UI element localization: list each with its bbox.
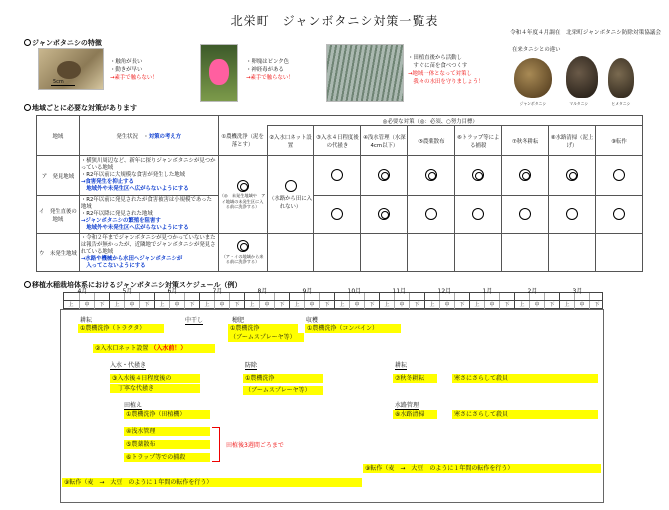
sub-period: 中: [579, 302, 585, 308]
mark: [549, 156, 596, 196]
page-title: 北栄町 ジャンボタニシ対策一覧表: [230, 14, 439, 28]
stage-midseason: 中干し: [185, 317, 204, 324]
egg-photo: [200, 44, 238, 102]
status-b: ・R2年以前に発見されたが食害被害は小規模であった地域 ・R2年以降に発見された地域 →ジャンボタニシの繁殖を阻害す 地域外や未発生区へ広がらないようにする: [79, 196, 218, 234]
month-label: 11月: [392, 288, 407, 295]
stage-planting: 田植え: [124, 402, 143, 409]
region-a: ア 発見地域: [37, 156, 80, 196]
month-label: 8月: [257, 288, 268, 295]
mark: [596, 196, 643, 234]
sub-period: 中: [489, 302, 495, 308]
sub-period: 上: [159, 302, 165, 308]
sub-period: 中: [219, 302, 225, 308]
bar-trap: ⑥トラップ等での捕殺: [124, 453, 210, 462]
mark: [502, 156, 549, 196]
col-status: 発生状況 ・対策の考え方: [79, 116, 218, 156]
bar-autumn-plow: ⑦秋冬耕耘: [393, 374, 437, 383]
region-b: イ 発生直後の地域: [37, 196, 80, 234]
sub-period: 中: [84, 302, 90, 308]
sub-period: 下: [459, 302, 465, 308]
measure-1: ①農機洗浄（泥を落とす）: [218, 126, 267, 156]
sub-period: 中: [174, 302, 180, 308]
bracket: [212, 427, 220, 462]
sub-period: 下: [414, 302, 420, 308]
sub-period: 上: [339, 302, 345, 308]
sub-period: 下: [279, 302, 285, 308]
table-row: [37, 156, 643, 196]
col-region: 地域: [37, 116, 80, 156]
features-heading: ジャンボタニシの特徴: [24, 38, 102, 48]
bar-puddling: ③入水後４日程度後の: [110, 374, 200, 383]
measure-2: ②入水口ネット設置: [267, 126, 314, 156]
feature-1-text: ・触角が長い ・動きが早い →素手で触らない！: [110, 59, 158, 81]
schedule-timeline: [63, 292, 603, 309]
stage-canal: 水路管理: [395, 402, 420, 409]
sub-period: 中: [399, 302, 405, 308]
bar-cold-kill: 寒さにさらして殺貝: [452, 374, 598, 383]
mark: [455, 196, 502, 234]
bar-cold-kill-2: 寒さにさらして殺貝: [452, 410, 598, 419]
legend: ◎必要な対策（◎：必須、○努力目標）: [218, 116, 642, 126]
month-label: 5月: [122, 288, 133, 295]
sub-period: 下: [189, 302, 195, 308]
schedule-heading: 移植水稲栽培体系におけるジャンボタニシ対策スケジュール（例）: [24, 280, 241, 290]
compare-title: 在来タニシとの違い: [512, 47, 561, 53]
mark: [596, 156, 643, 196]
month-label: 12月: [437, 288, 452, 295]
bar-wash-combine: ①農機洗浄（コンバイン）: [305, 324, 401, 333]
sub-period: 中: [129, 302, 135, 308]
mark: [455, 156, 502, 196]
mark: [361, 156, 408, 196]
sub-period: 下: [594, 302, 600, 308]
sub-period: 上: [429, 302, 435, 308]
paddy-photo: [326, 44, 404, 102]
measure-3: ③入水４日程度後の代掻き: [314, 126, 361, 156]
bar-shallow-water: ④浅水管理: [124, 427, 210, 436]
mark: [314, 156, 361, 196]
measure-5: ⑤農薬散布: [408, 126, 455, 156]
area-table: [36, 115, 643, 272]
mark: [502, 196, 549, 234]
m1-note-c: （ア・イの地域から来る前に洗浄する）: [218, 234, 267, 272]
stage-plow-2: 耕耘: [395, 362, 408, 369]
mark: [361, 196, 408, 234]
measure-8: ⑧水路清掃（泥上げ）: [549, 126, 596, 156]
sub-period: 上: [294, 302, 300, 308]
sub-period: 上: [564, 302, 570, 308]
sub-period: 下: [99, 302, 105, 308]
feature-3-text: ・田植直後から活動し すぐに苗を食べつくす →地域一体となって対策し 我々の水田を守りましょう！: [408, 55, 484, 85]
bar-inlet-net: ②入水口ネット設置 （入水前！）: [93, 344, 215, 353]
month-label: 1月: [482, 288, 493, 295]
sub-period: 下: [369, 302, 375, 308]
sub-period: 下: [504, 302, 510, 308]
bar-wash-sprayer: ①農機洗浄: [228, 324, 298, 333]
m1-note-a: （◎ 未発生地域や アイ地域の未発生区に入る前に洗浄する）: [218, 156, 267, 234]
stage-topdress: 穂肥: [232, 317, 245, 324]
bar-pesticide: ⑤農薬散布: [124, 440, 210, 449]
table-row: [37, 196, 643, 234]
table-row: [37, 234, 643, 272]
feature-2-text: ・卵塊はピンク色 ・神経毒がある →素手で触らない！: [246, 59, 294, 81]
snail-shell-1: [514, 58, 552, 98]
measure-7: ⑦秋冬耕耘: [502, 126, 549, 156]
bar-rotation-2: ⑨転作（麦 → 大豆 のように１年間の転作を行う）: [62, 478, 362, 487]
stage-flood: 入水・代掻き: [110, 362, 147, 369]
compare-label-2: マルタニシ: [569, 101, 589, 106]
bar-rotation: ⑨転作（麦 → 大豆 のように１年間の転作を行う）: [363, 464, 601, 473]
month-label: 3月: [572, 288, 583, 295]
snail-shell-2: [566, 56, 598, 98]
sub-period: 下: [234, 302, 240, 308]
stage-harvest: 収穫: [306, 317, 319, 324]
m2-note-a: （水路から田に入れない）: [267, 156, 314, 234]
mark: [408, 156, 455, 196]
compare-label-1: ジャンボタニシ: [519, 101, 547, 106]
stage-plow: 耕耘: [80, 317, 93, 324]
measure-4: ④浅水管理（水深4cm以下）: [361, 126, 408, 156]
region-c: ウ 未発生地域: [37, 234, 80, 272]
compare-label-3: ヒメタニシ: [611, 101, 631, 106]
month-label: 4月: [77, 288, 88, 295]
sub-period: 中: [534, 302, 540, 308]
measure-6: ⑥トラップ等による捕殺: [455, 126, 502, 156]
bar-wash-tractor: ①農機洗浄（トラクタ）: [78, 324, 164, 333]
mark: [408, 196, 455, 234]
bar-wash-sprayer-2: （ブームスプレーヤ等）: [228, 333, 304, 342]
area-heading: 地域ごとに必要な対策があります: [24, 103, 137, 113]
month-label: 10月: [347, 288, 362, 295]
sub-period: 上: [249, 302, 255, 308]
sub-period: 上: [384, 302, 390, 308]
bar-puddling-2: 丁寧な代掻き: [110, 384, 200, 393]
snail-shell-3: [608, 58, 634, 98]
date-org: 令和４年度４月調在 北栄町ジャンボタニシ防除対策協議会: [510, 30, 661, 36]
snail-photo: 5cm: [38, 48, 104, 90]
sub-period: 中: [309, 302, 315, 308]
month-label: 6月: [167, 288, 178, 295]
sub-period: 中: [354, 302, 360, 308]
sub-period: 上: [204, 302, 210, 308]
sub-period: 上: [114, 302, 120, 308]
mark: [549, 196, 596, 234]
status-c: ・令和２年までジャンボタニシが見つかっていないまたは報告が無かったが、近隣地でジャンボタニシが発見されている地域 →水路や機械から水田へジャンボタニシが 入ってこないようにする: [79, 234, 218, 272]
measure-9: ⑨転作: [596, 126, 643, 156]
sub-period: 中: [444, 302, 450, 308]
month-label: 7月: [212, 288, 223, 295]
trap-note: 田植後3週間ごろまで: [226, 442, 284, 449]
sub-period: 上: [68, 302, 74, 308]
sub-period: 下: [549, 302, 555, 308]
bar-wash-planter: ①農機洗浄（田植機）: [124, 410, 210, 419]
month-label: 2月: [527, 288, 538, 295]
sub-period: 下: [324, 302, 330, 308]
month-label: 9月: [302, 288, 313, 295]
bar-wash-2b: （ブームスプレーヤ等）: [243, 386, 323, 395]
sub-period: 上: [474, 302, 480, 308]
sub-period: 中: [264, 302, 270, 308]
stage-control: 防除: [245, 362, 258, 369]
bar-canal-clean: ⑧水路清掃: [393, 410, 437, 419]
bar-wash-2: ①農機洗浄: [243, 374, 323, 383]
status-a: ・横狭川周辺など、新年に探りジャンボタニシが見つかっている地域 ・R2年以前に大規模な食害が発生した地域 →食害発生を抑止する 地域外や未発生区へ広がらないようにする: [79, 156, 218, 196]
sub-period: 上: [519, 302, 525, 308]
sub-period: 下: [144, 302, 150, 308]
mark: [314, 196, 361, 234]
